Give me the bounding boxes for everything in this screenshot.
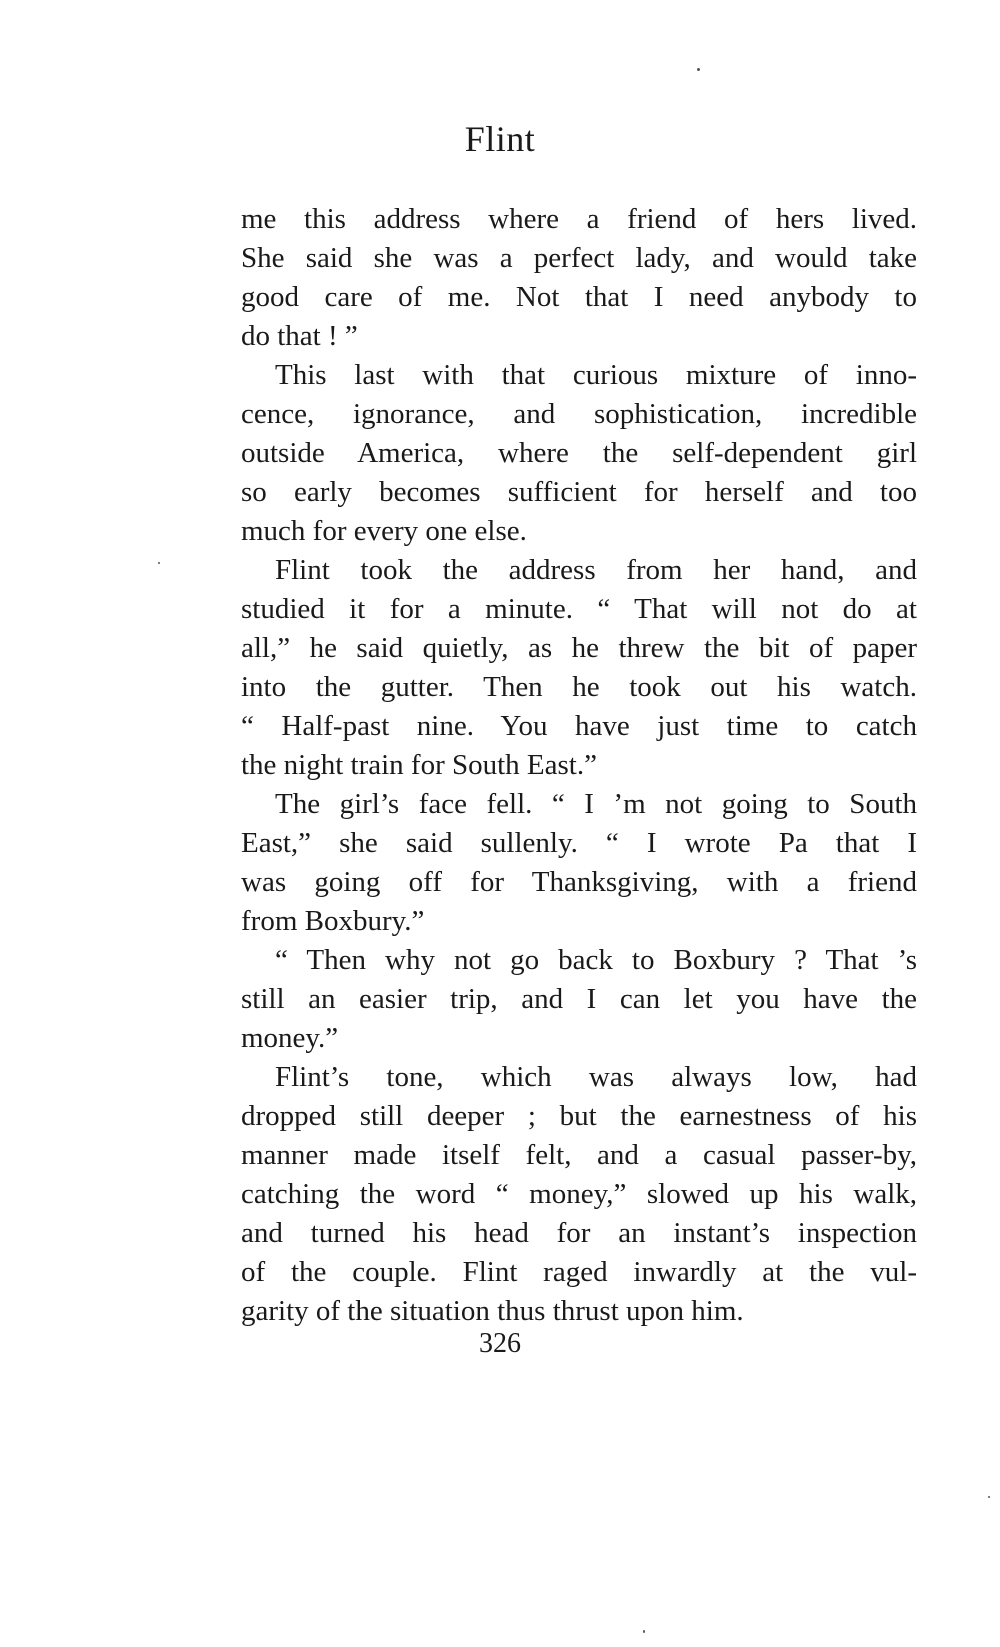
text-line: The girl’s face fell. “ I ’m not going to South (275, 788, 917, 820)
text-line: Flint took the address from her hand, and (275, 554, 917, 586)
text-line: “ Then why not go back to Boxbury ? That ’s (275, 944, 917, 976)
text-line: from Boxbury.” (241, 905, 425, 937)
text-line: into the gutter. Then he took out his watch. (241, 671, 917, 703)
text-line: all,” he said quietly, as he threw the bit of paper (241, 632, 917, 664)
scan-speck (988, 1496, 990, 1498)
text-line: still an easier trip, and I can let you have the (241, 983, 917, 1015)
text-line: much for every one else. (241, 515, 527, 547)
text-line: catching the word “ money,” slowed up his walk, (241, 1178, 917, 1210)
text-line: good care of me. Not that I need anybody to (241, 281, 917, 313)
paragraph (241, 356, 917, 551)
text-line: East,” she said sullenly. “ I wrote Pa that I (241, 827, 917, 859)
text-line: and turned his head for an instant’s inspection (241, 1217, 917, 1249)
text-line: outside America, where the self-dependent girl (241, 437, 917, 469)
paragraph (241, 551, 917, 785)
paragraph (241, 1058, 917, 1331)
text-line: “ Half-past nine. You have just time to catch (241, 710, 917, 742)
scan-speck (697, 68, 700, 71)
text-line: the night train for South East.” (241, 749, 597, 781)
text-line: do that ! ” (241, 320, 358, 352)
paragraph (241, 785, 917, 941)
paragraph (241, 941, 917, 1058)
scan-speck (643, 1630, 645, 1633)
paragraph (241, 200, 917, 356)
text-line: me this address where a friend of hers lived. (241, 203, 917, 235)
text-line: She said she was a perfect lady, and would take (241, 242, 917, 274)
text-line: This last with that curious mixture of inno- (275, 359, 917, 391)
running-head: Flint (464, 119, 536, 159)
text-line: manner made itself felt, and a casual passer-by, (241, 1139, 917, 1171)
text-line: was going off for Thanksgiving, with a friend (241, 866, 917, 898)
text-line: garity of the situation thus thrust upon him. (241, 1295, 744, 1327)
text-line: so early becomes sufficient for herself and too (241, 476, 917, 508)
scan-speck (158, 562, 160, 564)
text-line: cence, ignorance, and sophistication, incredible (241, 398, 917, 430)
page-number: 326 (479, 1328, 521, 1359)
text-line: dropped still deeper ; but the earnestness of his (241, 1100, 917, 1132)
text-line: studied it for a minute. “ That will not do at (241, 593, 917, 625)
text-line: Flint’s tone, which was always low, had (275, 1061, 917, 1093)
text-line: of the couple. Flint raged inwardly at the vul- (241, 1256, 917, 1288)
body-text (241, 200, 917, 1331)
text-line: money.” (241, 1022, 339, 1054)
